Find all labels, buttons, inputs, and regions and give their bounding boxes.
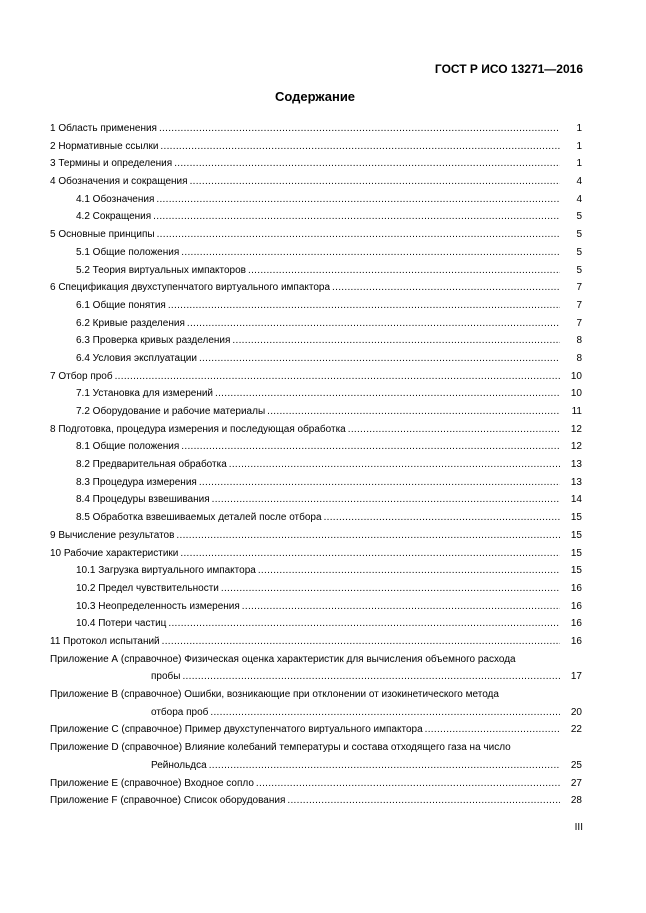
toc-entry-page: 11 (571, 406, 582, 417)
toc-entry-page: 15 (570, 529, 582, 541)
toc-entry[interactable] (50, 208, 582, 226)
toc-entry-title: 5.2 Теория виртуальных импакторов (76, 262, 248, 280)
toc-entry[interactable] (50, 244, 582, 262)
dot-leader (199, 474, 560, 492)
toc-entry-page: 5 (576, 211, 582, 223)
dot-leader (190, 173, 560, 191)
toc-entry[interactable] (50, 262, 582, 280)
dot-leader (168, 297, 560, 315)
dot-leader (332, 279, 560, 297)
table-of-contents (50, 120, 582, 810)
dot-leader (199, 350, 560, 368)
dot-leader (348, 421, 560, 439)
dot-leader (157, 226, 560, 244)
appendix-title: Приложение С (справочное) Пример двухступенчатого виртуального импактора (50, 721, 425, 739)
toc-entry-page: 16 (570, 582, 582, 594)
toc-entry-page: 8 (576, 352, 582, 364)
toc-entry-page: 7 (576, 299, 582, 311)
appendix-page: 20 (570, 706, 582, 718)
toc-entry-title: 8.2 Предварительная обработка (76, 456, 229, 474)
appendix-title-continuation: Рейнольдса (151, 757, 209, 775)
appendix-page: 28 (570, 795, 582, 807)
toc-entry[interactable] (50, 562, 582, 580)
document-code: ГОСТ Р ИСО 13271—2016 (434, 62, 583, 76)
toc-entry[interactable] (50, 120, 582, 138)
toc-entry[interactable] (50, 474, 582, 492)
toc-entry[interactable] (50, 527, 582, 545)
appendix-title: Приложение В (справочное) Ошибки, возникающие при отклонении от изокинетического метода (50, 689, 499, 701)
dot-leader (221, 580, 560, 598)
toc-entry-title: 7.2 Оборудование и рабочие материалы (76, 403, 267, 421)
toc-entry-page: 10 (570, 388, 582, 400)
toc-entry-page: 15 (570, 512, 582, 524)
toc-entry[interactable] (50, 385, 582, 403)
toc-entry[interactable] (50, 580, 582, 598)
appendix-title: Приложение F (справочное) Список оборудования (50, 792, 287, 810)
dot-leader (181, 244, 560, 262)
page-title: Содержание (274, 89, 356, 104)
toc-entry[interactable] (50, 226, 582, 244)
dot-leader (256, 775, 560, 793)
dot-leader (267, 403, 560, 421)
toc-entry-title: 10.1 Загрузка виртуального импактора (76, 562, 258, 580)
toc-entry-page: 13 (570, 459, 582, 471)
dot-leader (324, 509, 560, 527)
toc-entry-title: 1 Область применения (50, 120, 159, 138)
toc-appendix-entry[interactable] (50, 792, 582, 810)
dot-leader (156, 191, 560, 209)
dot-leader (212, 491, 560, 509)
toc-entry-page: 1 (576, 140, 582, 152)
toc-appendix-entry[interactable] (50, 775, 582, 793)
toc-entry-page: 15 (570, 547, 582, 559)
toc-entry-title: 9 Вычисление результатов (50, 527, 176, 545)
toc-entry[interactable] (50, 279, 582, 297)
toc-entry-page: 10 (570, 370, 582, 382)
toc-appendix-entry[interactable] (50, 651, 582, 686)
toc-entry-title: 8.1 Общие положения (76, 438, 181, 456)
toc-entry[interactable] (50, 155, 582, 173)
dot-leader (229, 456, 560, 474)
dot-leader (168, 615, 560, 633)
appendix-page: 27 (570, 777, 582, 789)
dot-leader (287, 792, 560, 810)
toc-entry-title: 8.5 Обработка взвешиваемых деталей после отбора (76, 509, 324, 527)
toc-entry-title: 3 Термины и определения (50, 155, 174, 173)
toc-appendix-entry[interactable] (50, 739, 582, 774)
toc-entry-page: 5 (576, 264, 582, 276)
toc-entry-title: 4 Обозначения и сокращения (50, 173, 190, 191)
toc-entry-title: 8 Подготовка, процедура измерения и последующая обработка (50, 421, 348, 439)
toc-entry[interactable] (50, 456, 582, 474)
toc-entry-title: 8.4 Процедуры взвешивания (76, 491, 212, 509)
dot-leader (180, 545, 560, 563)
appendix-title: Приложение А (справочное) Физическая оценка характеристик для вычисления объемного расхода (50, 653, 516, 665)
toc-entry-page: 12 (570, 423, 582, 435)
appendix-page: 17 (570, 671, 582, 683)
toc-entry-title: 8.3 Процедура измерения (76, 474, 199, 492)
toc-entry[interactable] (50, 138, 582, 156)
toc-entry-title: 10 Рабочие характеристики (50, 545, 180, 563)
toc-entry[interactable] (50, 350, 582, 368)
toc-entry-title: 5 Основные принципы (50, 226, 157, 244)
toc-entry[interactable] (50, 491, 582, 509)
toc-entry[interactable] (50, 403, 582, 421)
toc-entry[interactable] (50, 615, 582, 633)
appendix-title: Приложение E (справочное) Входное сопло (50, 775, 256, 793)
dot-leader (258, 562, 560, 580)
dot-leader (176, 527, 560, 545)
toc-entry-title: 2 Нормативные ссылки (50, 138, 160, 156)
toc-entry-title: 4.2 Сокращения (76, 208, 153, 226)
dot-leader (162, 633, 560, 651)
toc-entry-page: 1 (576, 158, 582, 170)
toc-entry-page: 8 (576, 335, 582, 347)
appendix-title: Приложение D (справочное) Влияние колебаний температуры и состава отходящего газа на число (50, 742, 511, 754)
appendix-page: 25 (570, 759, 582, 771)
toc-entry-title: 4.1 Обозначения (76, 191, 156, 209)
toc-entry[interactable] (50, 633, 582, 651)
toc-entry-title: 6.2 Кривые разделения (76, 315, 187, 333)
toc-entry[interactable] (50, 173, 582, 191)
toc-entry-title: 6 Спецификация двухступенчатого виртуального импактора (50, 279, 332, 297)
toc-entry[interactable] (50, 598, 582, 616)
toc-entry-title: 6.1 Общие понятия (76, 297, 168, 315)
appendix-page: 22 (570, 724, 582, 736)
toc-entry-page: 7 (576, 282, 582, 294)
toc-entry[interactable] (50, 368, 582, 386)
toc-entry-page: 5 (576, 229, 582, 241)
toc-entry-page: 7 (576, 317, 582, 329)
dot-leader (242, 598, 560, 616)
toc-entry-title: 7 Отбор проб (50, 368, 115, 386)
dot-leader (248, 262, 560, 280)
toc-entry-title: 5.1 Общие положения (76, 244, 181, 262)
toc-entry-page: 1 (576, 123, 582, 134)
toc-entry-title: 6.4 Условия эксплуатации (76, 350, 199, 368)
toc-entry[interactable] (50, 438, 582, 456)
toc-entry[interactable] (50, 297, 582, 315)
toc-entry-page: 14 (570, 494, 582, 506)
toc-entry-title: 10.2 Предел чувствительности (76, 580, 221, 598)
toc-entry-page: 4 (576, 176, 582, 188)
dot-leader (232, 332, 560, 350)
dot-leader (209, 757, 560, 775)
dot-leader (181, 438, 560, 456)
dot-leader (425, 721, 560, 739)
toc-entry[interactable] (50, 332, 582, 350)
toc-entry[interactable] (50, 191, 582, 209)
toc-entry-title: 10.4 Потери частиц (76, 615, 168, 633)
appendix-title-continuation: пробы (151, 668, 182, 686)
toc-appendix-entry[interactable] (50, 686, 582, 721)
toc-entry-title: 7.1 Установка для измерений (76, 385, 215, 403)
toc-appendix-entry[interactable] (50, 721, 582, 739)
toc-entry-page: 12 (570, 441, 582, 453)
toc-entry-title: 6.3 Проверка кривых разделения (76, 332, 232, 350)
toc-entry-page: 16 (570, 600, 582, 612)
dot-leader (153, 208, 560, 226)
toc-entry[interactable] (50, 421, 582, 439)
dot-leader (115, 368, 560, 386)
dot-leader (210, 704, 560, 722)
toc-entry[interactable] (50, 545, 582, 563)
toc-entry-page: 13 (570, 476, 582, 488)
page-number: III (574, 822, 583, 833)
toc-entry-page: 4 (576, 193, 582, 205)
dot-leader (174, 155, 560, 173)
dot-leader (187, 315, 560, 333)
dot-leader (159, 120, 560, 138)
toc-entry-title: 10.3 Неопределенность измерения (76, 598, 242, 616)
dot-leader (182, 668, 560, 686)
toc-entry[interactable] (50, 509, 582, 527)
toc-entry[interactable] (50, 315, 582, 333)
toc-entry-page: 16 (570, 635, 582, 647)
toc-entry-page: 16 (570, 618, 582, 630)
dot-leader (215, 385, 560, 403)
appendix-title-continuation: отбора проб (151, 704, 210, 722)
toc-entry-page: 5 (576, 246, 582, 258)
toc-entry-page: 15 (570, 565, 582, 577)
toc-entry-title: 11 Протокол испытаний (50, 633, 162, 651)
dot-leader (160, 138, 560, 156)
